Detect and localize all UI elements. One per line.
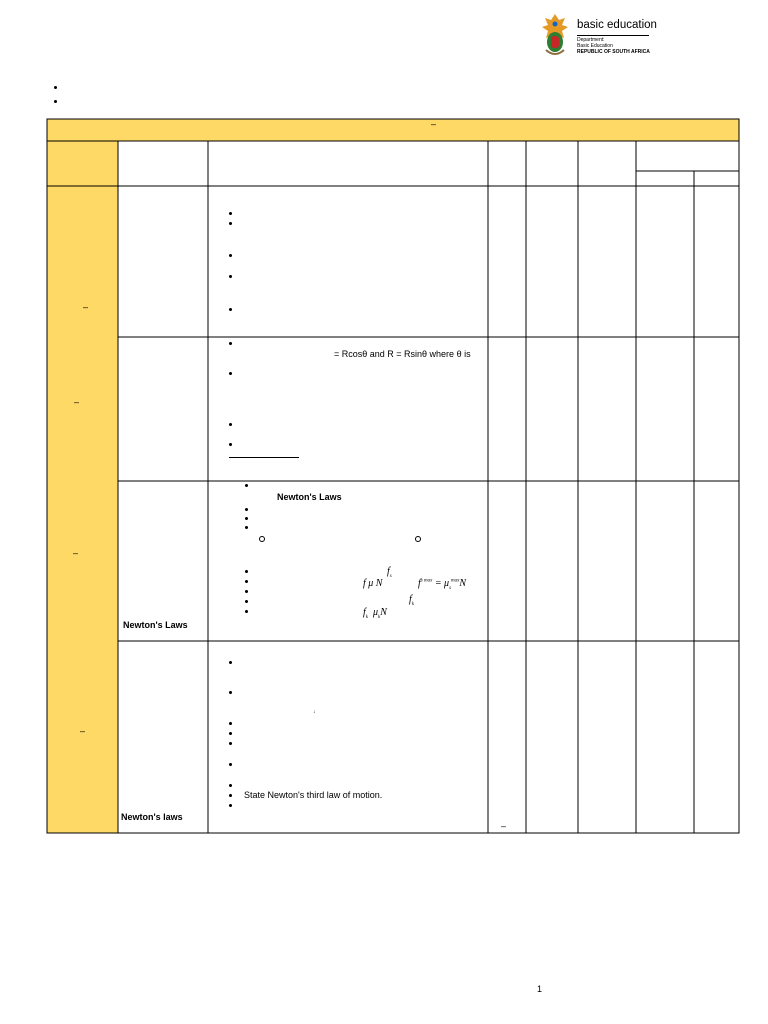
bullet-marker (229, 742, 232, 745)
table-title-dash: – (431, 119, 437, 129)
bullet-marker (229, 732, 232, 735)
sub-bullet-marker (259, 536, 265, 542)
vector-components-formula: = Rcosθ and R = Rsinθ where θ is (334, 349, 471, 359)
bullet-marker (245, 526, 248, 529)
static-friction-symbol: $f_s$ (387, 566, 392, 579)
bullet-marker (245, 517, 248, 520)
small-mark: ↓ (313, 709, 316, 715)
bullet-marker (229, 784, 232, 787)
bullet-marker (245, 590, 248, 593)
logo-department-name: Basic Education (577, 43, 613, 49)
logo-department-label: Department: (577, 37, 605, 43)
newtons-laws-heading: Newton's Laws (277, 492, 342, 502)
bullet-marker (229, 763, 232, 766)
bullet-marker (245, 508, 248, 511)
bullet-marker (229, 722, 232, 725)
bullet-marker (229, 275, 232, 278)
bullet-marker (229, 308, 232, 311)
logo-country: REPUBLIC OF SOUTH AFRICA (577, 49, 650, 55)
bullet-marker (245, 570, 248, 573)
newtons-third-law-item: State Newton's third law of motion. (244, 790, 383, 800)
row4-duration-dash: – (501, 821, 507, 831)
underline-rule (229, 457, 299, 458)
bullet-marker (245, 484, 248, 487)
bullet-marker (229, 222, 232, 225)
bullet-marker (245, 610, 248, 613)
bullet-marker (229, 212, 232, 215)
bullet-marker (229, 443, 232, 446)
bullet-marker (245, 600, 248, 603)
row3-topic-label: Newton's Laws (123, 620, 188, 630)
bullet-marker (229, 254, 232, 257)
topic-dash-2: – (74, 397, 80, 407)
bullet-marker (229, 804, 232, 807)
topic-dash-1: – (83, 302, 89, 312)
kinetic-friction-formula: $f_k$ $\mu_kN$ (363, 607, 387, 620)
friction-inequality: f μ N (363, 578, 383, 589)
page-number: 1 (537, 984, 543, 994)
topic-dash-4: – (80, 726, 86, 736)
bullet-marker (229, 342, 232, 345)
logo-title: basic education (577, 19, 657, 31)
bullet-marker (229, 372, 232, 375)
bullet-marker (229, 794, 232, 797)
kinetic-friction-symbol: $f_k$ (409, 594, 415, 607)
bullet-marker (229, 691, 232, 694)
max-static-friction-formula: $f^{s max} = \mu_s^{max}N$ (418, 578, 467, 591)
bullet-marker (229, 423, 232, 426)
topic-dash-3: – (73, 548, 79, 558)
sub-bullet-marker (415, 536, 421, 542)
row4-topic-label: Newton's laws (121, 812, 183, 822)
bullet-marker (229, 661, 232, 664)
bullet-marker (245, 580, 248, 583)
